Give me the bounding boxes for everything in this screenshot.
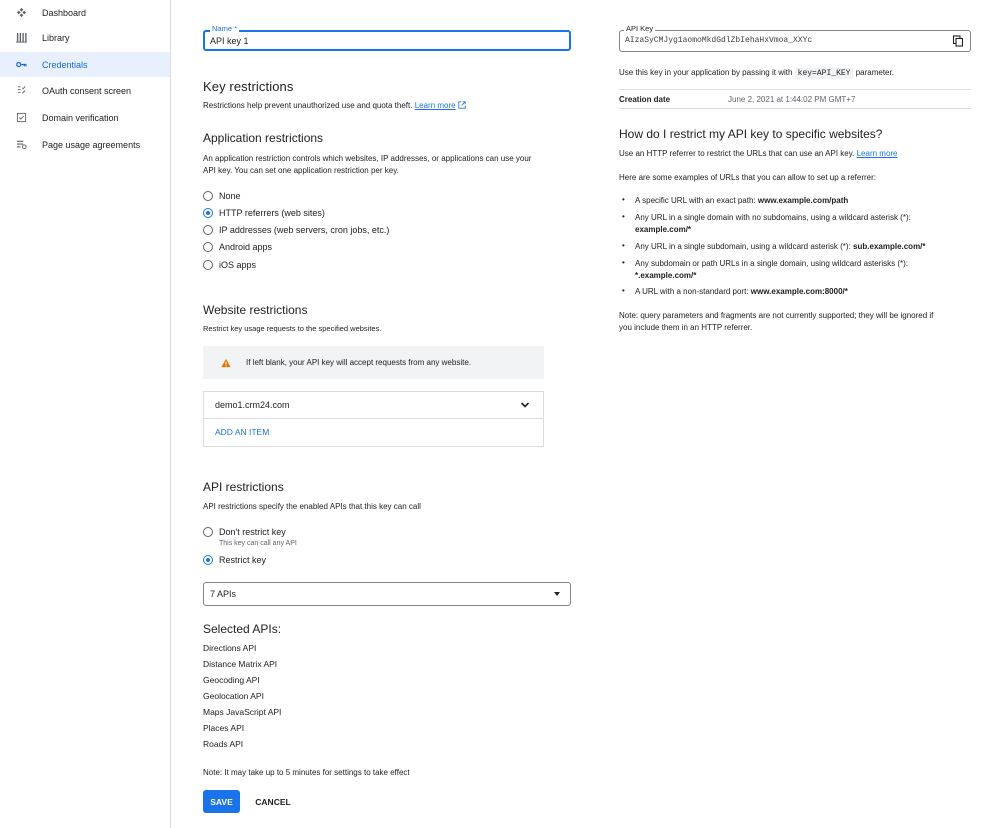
key-icon: [15, 59, 27, 71]
sidebar-item-label: Domain verification: [42, 112, 119, 123]
api-restrictions-title: API restrictions: [203, 480, 284, 494]
website-restrictions-title: Website restrictions: [203, 303, 308, 317]
radio-button[interactable]: [203, 527, 213, 537]
api-restrictions-desc: API restrictions specify the enabled APIs that this key can call: [203, 502, 421, 511]
radio-button[interactable]: [203, 260, 213, 270]
sidebar-item-label: Credentials: [42, 59, 88, 70]
website-restrictions-desc: Restrict key usage requests to the specified websites.: [203, 324, 382, 333]
selected-apis-title: Selected APIs:: [203, 622, 282, 636]
add-item-button[interactable]: ADD AN ITEM: [215, 427, 270, 437]
website-item[interactable]: demo1.crm24.com: [215, 400, 290, 410]
website-list: [203, 391, 544, 447]
radio-button[interactable]: [203, 242, 213, 252]
key-restrictions-title: Key restrictions: [203, 79, 294, 94]
sidebar-item-page-usage[interactable]: [0, 132, 170, 157]
radio-app-ip-addresses[interactable]: IP addresses (web servers, cron jobs, etc.): [203, 225, 389, 235]
copy-icon[interactable]: [952, 35, 964, 47]
example-item: Any subdomain or path URLs in a single domain, using wildcard asterisks (*): *.example.com/*: [635, 259, 909, 280]
sidebar-item-library[interactable]: [0, 25, 170, 50]
help-title: How do I restrict my API key to specific websites?: [619, 127, 883, 141]
settings-list-icon: [15, 139, 27, 151]
radio-button[interactable]: [203, 555, 213, 565]
sidebar-item-label: OAuth consent screen: [42, 85, 132, 96]
sidebar-item-dashboard[interactable]: [0, 0, 170, 25]
checkbox-icon: [15, 112, 27, 124]
warning-icon: [221, 358, 231, 368]
bullet: •: [622, 195, 625, 204]
radio-button[interactable]: [203, 208, 213, 218]
sidebar-item-label: Dashboard: [42, 7, 87, 18]
example-item: Any URL in a single subdomain, using a wildcard asterisk (*): sub.example.com/*: [635, 242, 926, 251]
sidebar-item-label: Library: [42, 32, 70, 43]
creation-date-label: Creation date: [619, 95, 671, 104]
example-item: A specific URL with an exact path: www.example.com/path: [635, 196, 849, 205]
application-restrictions-title: Application restrictions: [203, 131, 324, 145]
api-key-field[interactable]: [619, 24, 971, 52]
name-field-label: Name *: [212, 24, 238, 33]
creation-date-value: June 2, 2021 at 1:44:02 PM GMT+7: [728, 95, 856, 104]
selected-api-item: Directions API: [203, 643, 257, 653]
dropdown-arrow-icon: [554, 592, 560, 596]
code-snippet: key=API_KEY: [795, 68, 854, 79]
dont-restrict-sublabel: This key can call any API: [219, 540, 297, 547]
selected-api-item: Places API: [203, 723, 245, 733]
selected-api-item: Distance Matrix API: [203, 659, 278, 669]
help-desc: Use an HTTP referrer to restrict the URLs that can use an API key. Learn more: [619, 149, 898, 158]
settings-note: Note: It may take up to 5 minutes for settings to take effect: [203, 768, 410, 777]
api-select-value: 7 APIs: [210, 589, 237, 599]
radio-app-android[interactable]: Android apps: [203, 242, 272, 252]
selected-api-item: Geocoding API: [203, 675, 260, 685]
radio-dont-restrict-key[interactable]: Don't restrict key: [203, 527, 286, 537]
oauth-icon: [15, 85, 27, 97]
selected-api-item: Roads API: [203, 739, 244, 749]
divider: [619, 89, 971, 90]
api-select-dropdown[interactable]: [203, 582, 571, 606]
library-icon: [15, 32, 27, 44]
sidebar-item-credentials[interactable]: [0, 52, 170, 77]
selected-api-item: Maps JavaScript API: [203, 707, 282, 717]
save-button[interactable]: SAVE: [203, 790, 240, 813]
examples-intro: Here are some examples of URLs that you can allow to set up a referrer:: [619, 173, 877, 182]
divider: [204, 418, 543, 419]
name-field[interactable]: [203, 24, 571, 51]
radio-restrict-key[interactable]: Restrict key: [203, 555, 266, 565]
bullet: •: [622, 286, 625, 295]
help-note: Note: query parameters and fragments are not currently supported; they will be ignored if you include them in an HTTP referrer.: [619, 311, 934, 332]
help-learn-more-link[interactable]: Learn more: [856, 149, 898, 158]
cancel-button[interactable]: CANCEL: [250, 790, 296, 813]
bullet: •: [622, 212, 625, 221]
divider: [619, 108, 971, 109]
api-key-label: API Key: [626, 24, 654, 33]
warning-banner: [203, 346, 544, 379]
radio-app-none[interactable]: None: [203, 191, 241, 201]
warning-text: If left blank, your API key will accept requests from any website.: [246, 358, 471, 367]
chevron-down-icon[interactable]: [519, 399, 531, 411]
selected-api-item: Geolocation API: [203, 691, 264, 701]
learn-more-link[interactable]: Learn more: [414, 101, 456, 110]
application-restrictions-desc: An application restriction controls which websites, IP addresses, or applications can use your API key. You can set one application restriction per key.: [203, 154, 532, 175]
dashboard-icon: [15, 7, 27, 19]
external-link-icon: [458, 101, 466, 109]
example-item: Any URL in a single domain with no subdomains, using a wildcard asterisk (*): example.com/*: [635, 213, 911, 234]
bullet: •: [622, 241, 625, 250]
radio-button[interactable]: [203, 225, 213, 235]
sidebar: [0, 0, 171, 828]
bullet: •: [622, 258, 625, 267]
use-key-text: Use this key in your application by passing it with key=API_KEY parameter.: [619, 68, 894, 78]
radio-app-ios[interactable]: iOS apps: [203, 260, 256, 270]
key-restrictions-desc: Restrictions help prevent unauthorized use and quota theft. Learn more: [203, 101, 466, 110]
api-key-value[interactable]: AIzaSyCMJyg1aomoMkdGdlZbIehaHxVmoa_XXYc: [625, 36, 813, 45]
radio-app-http-referrers[interactable]: HTTP referrers (web sites): [203, 208, 325, 218]
sidebar-item-domain-verification[interactable]: [0, 105, 170, 130]
radio-button[interactable]: [203, 191, 213, 201]
name-input[interactable]: [210, 34, 560, 48]
sidebar-item-label: Page usage agreements: [42, 139, 141, 150]
sidebar-item-oauth-consent[interactable]: [0, 78, 170, 103]
example-item: A URL with a non-standard port: www.example.com:8000/*: [635, 287, 848, 296]
